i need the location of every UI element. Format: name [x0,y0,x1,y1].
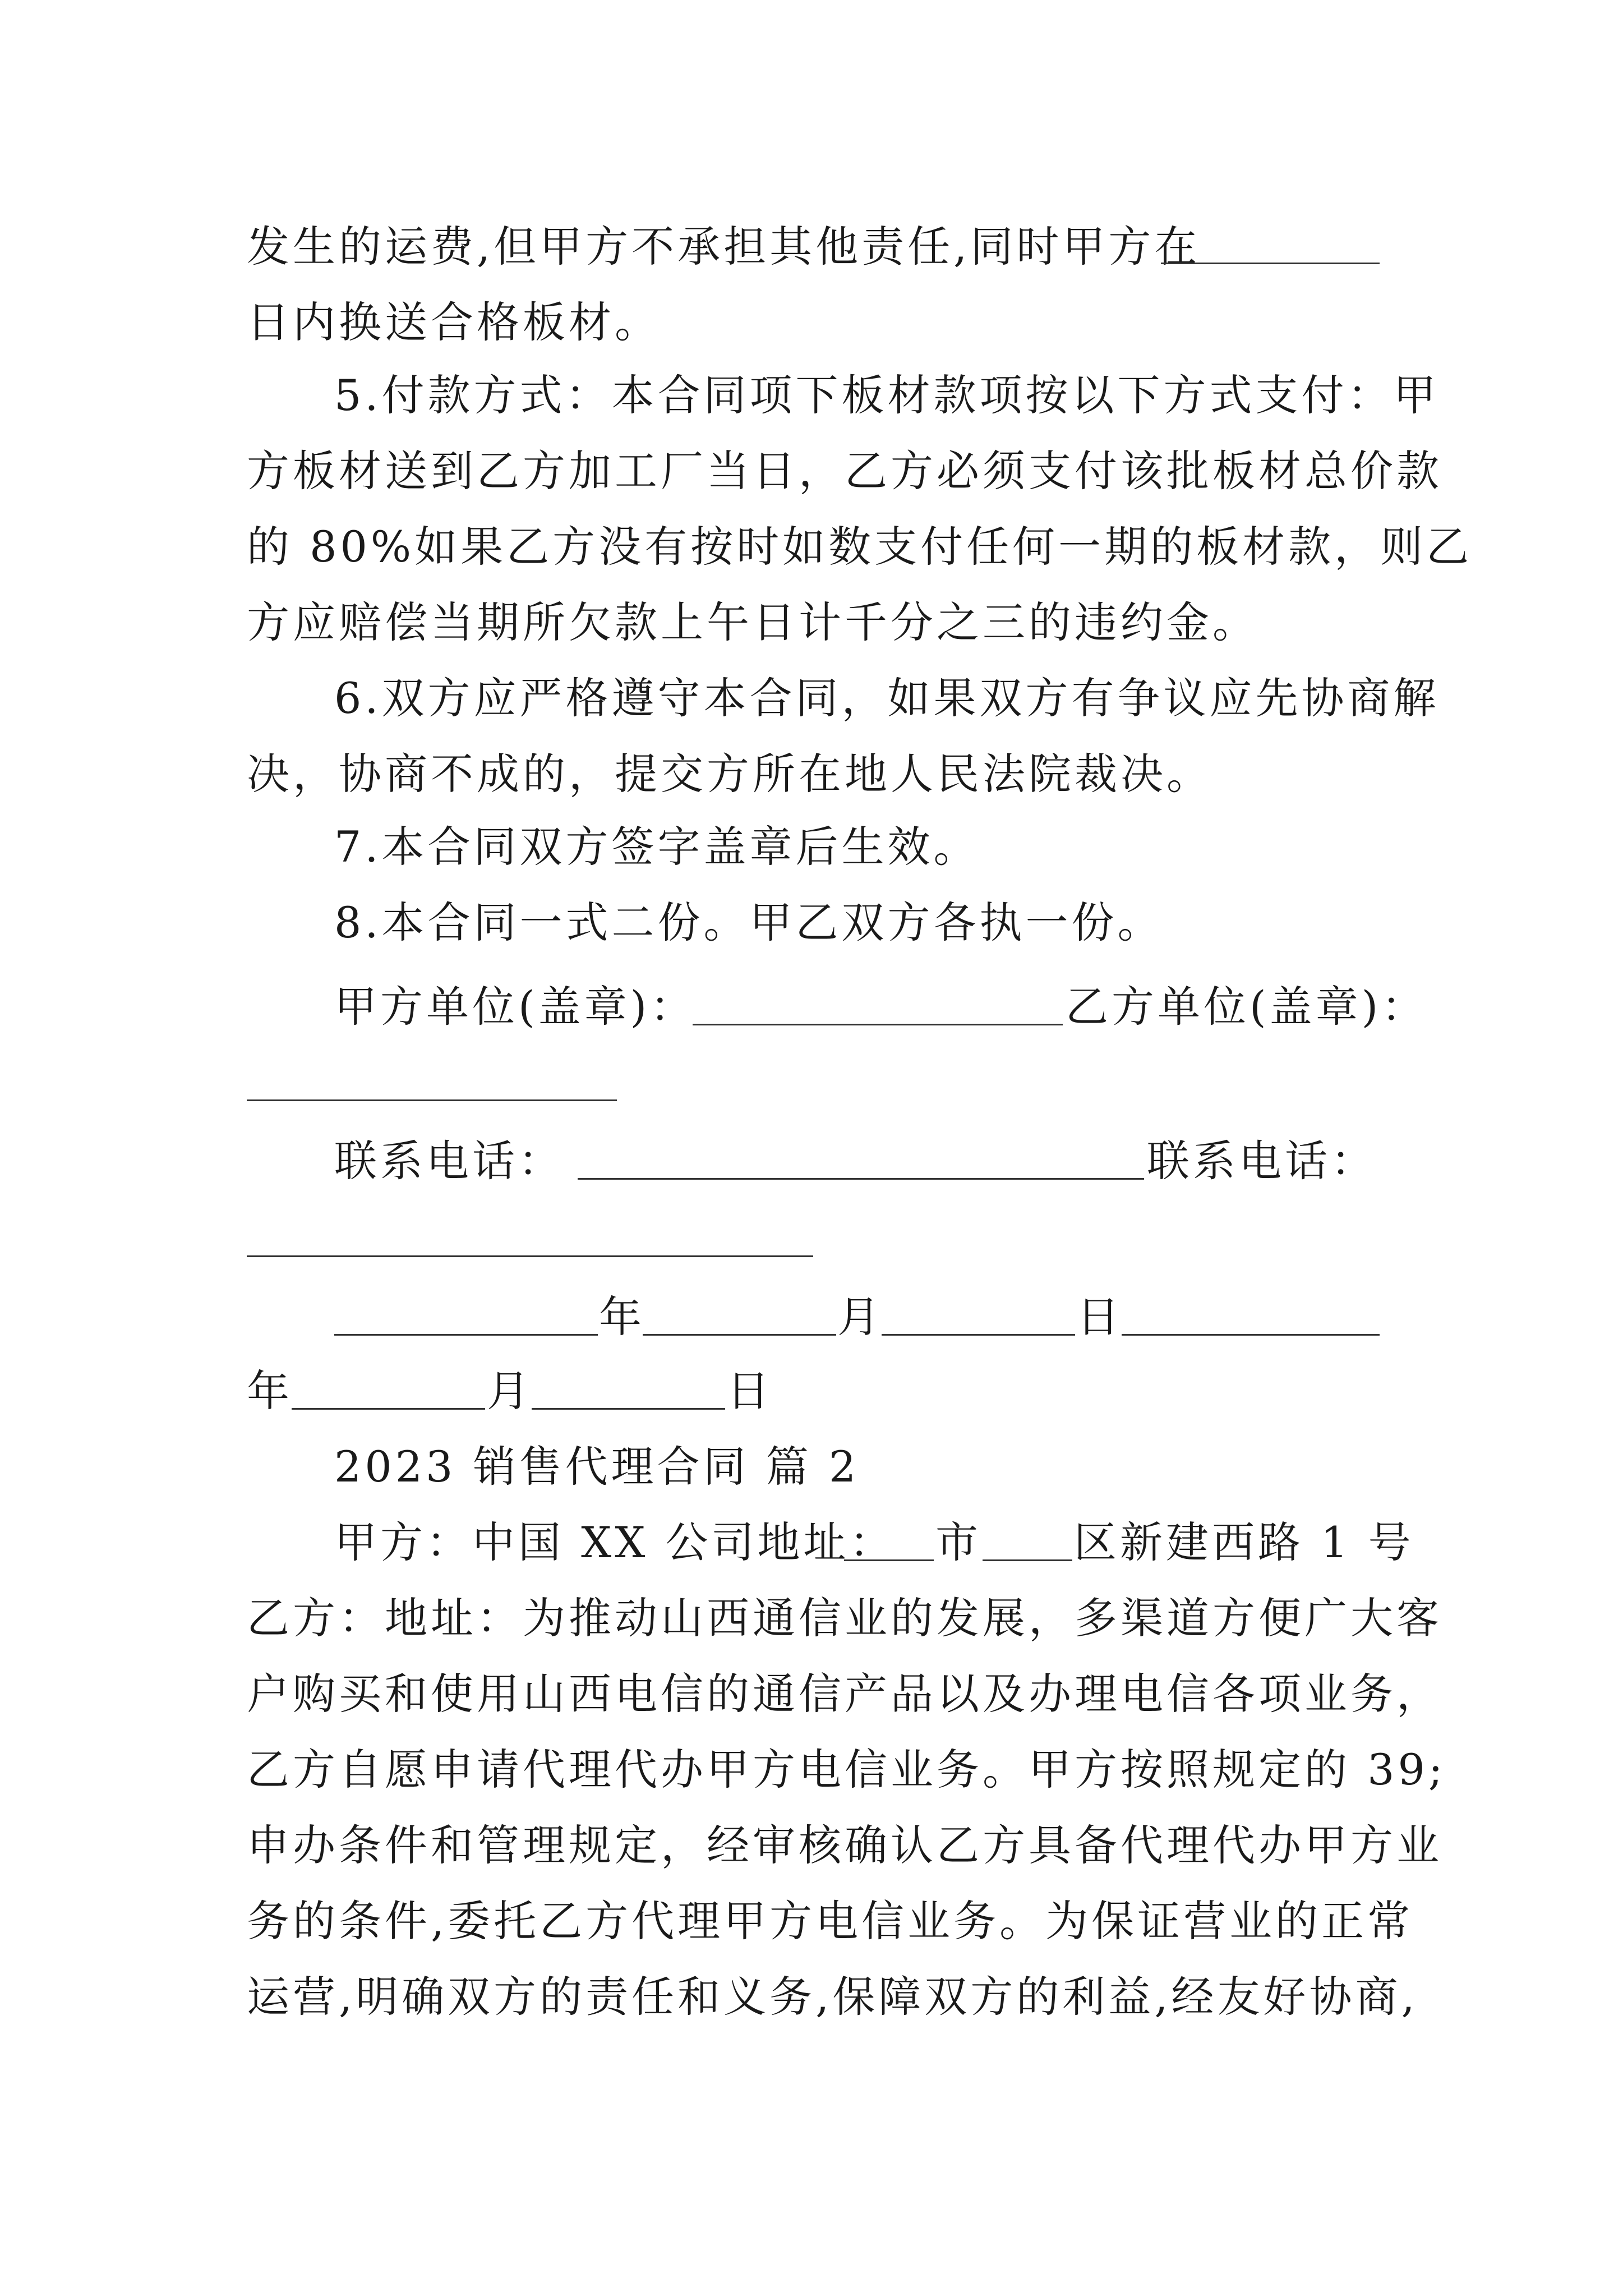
text-line [247,1590,1442,1646]
text-segment: 乙方：地址：为推动山西通信业的发展，多渠道方便广大客 [247,1593,1442,1643]
month-label [837,1289,883,1345]
text-segment: 8.本合同一式二份。甲乙双方各执一份。 [334,898,1164,947]
text-segment: 的 80%如果乙方没有按时如数支付任何一期的板材款，则乙 [247,522,1473,572]
day-blank [882,1334,1075,1336]
text-line [334,367,1440,424]
text-segment: 年 [247,1366,293,1416]
text-line [247,1666,1442,1722]
text-segment: 甲方：中国 XX 公司地址： [334,1517,896,1567]
text-line [334,670,1440,726]
party-a-unit-blank [693,1024,1063,1025]
text-segment: 运营,明确双方的责任和义务,保障双方的利益,经友好协商, [247,1972,1418,2022]
text-line [334,819,980,875]
text-segment: 户购买和使用山西电信的通信产品以及办理电信各项业务， [247,1669,1442,1719]
text-segment: 年 [599,1292,645,1342]
text-line [247,1742,1446,1798]
text-segment: 方应赔偿当期所欠款上午日计千分之三的违约金。 [247,597,1258,647]
text-segment: 5.付款方式：本合同项下板材款项按以下方式支付：甲 [334,370,1440,420]
phone-b-label [1147,1133,1377,1189]
month-blank-b [292,1408,485,1410]
day-label-b [727,1363,773,1419]
section-heading [334,1439,859,1495]
text-line [247,595,1258,651]
party-b-unit-label [1066,979,1427,1035]
text-line [247,295,661,351]
text-segment: 7.本合同双方签字盖章后生效。 [334,822,980,872]
text-line [1074,1515,1414,1571]
month-label-b [487,1363,533,1419]
text-segment: 联系电话： [334,1136,564,1186]
text-segment: 2023 销售代理合同 篇 2 [334,1442,860,1492]
text-segment: 决，协商不成的，提交方所在地人民法院裁决。 [247,749,1212,799]
text-segment: 方板材送到乙方加工厂当日，乙方必须支付该批板材总价款 [247,446,1442,496]
party-b-unit-blank [247,1099,617,1101]
district-blank [983,1559,1072,1561]
text-segment: 申办条件和管理规定，经审核确认乙方具备代理代办甲方业 [247,1820,1442,1870]
text-segment: 乙方自愿申请代理代办甲方电信业务。甲方按照规定的 39; [247,1745,1446,1795]
text-segment: 月 [487,1366,533,1416]
text-line [334,895,1164,951]
text-segment: 联系电话： [1147,1136,1377,1186]
day-blank-b [532,1408,725,1410]
text-segment: 乙方单位(盖章)： [1066,982,1428,1032]
text-segment: 务的条件,委托乙方代理甲方电信业务。为保证营业的正常 [247,1896,1414,1946]
text-line [935,1515,981,1571]
party-a-unit-label [334,979,696,1035]
text-segment: 日内换送合格板材。 [247,297,661,347]
text-segment: 甲方单位(盖章)： [334,982,697,1032]
text-segment: 区新建西路 1 号 [1074,1517,1414,1567]
text-segment: 月 [837,1292,883,1342]
text-segment: 日 [727,1366,773,1416]
day-label [1077,1289,1123,1345]
phone-a-label [334,1133,564,1189]
text-segment: 日 [1077,1292,1123,1342]
text-line [247,519,1472,575]
text-segment: 市 [935,1517,981,1567]
city-blank [844,1559,934,1561]
text-line [247,1818,1442,1874]
blank-line [1161,263,1380,264]
text-line [247,1893,1413,1949]
month-blank [643,1334,836,1336]
text-segment: 发生的运费,但甲方不承担其他责任,同时甲方在 [247,222,1201,272]
text-line [247,219,1200,275]
phone-b-blank [247,1255,813,1257]
year-label-b [247,1363,293,1419]
text-line [247,1969,1418,2025]
text-line [247,746,1212,802]
text-line [334,1515,896,1571]
year-blank-b [1122,1334,1380,1336]
phone-a-blank [578,1178,1144,1180]
year-label [599,1289,645,1345]
text-segment: 6.双方应严格遵守本合同，如果双方有争议应先协商解 [334,673,1440,723]
year-blank [334,1334,598,1336]
text-line [247,443,1442,499]
